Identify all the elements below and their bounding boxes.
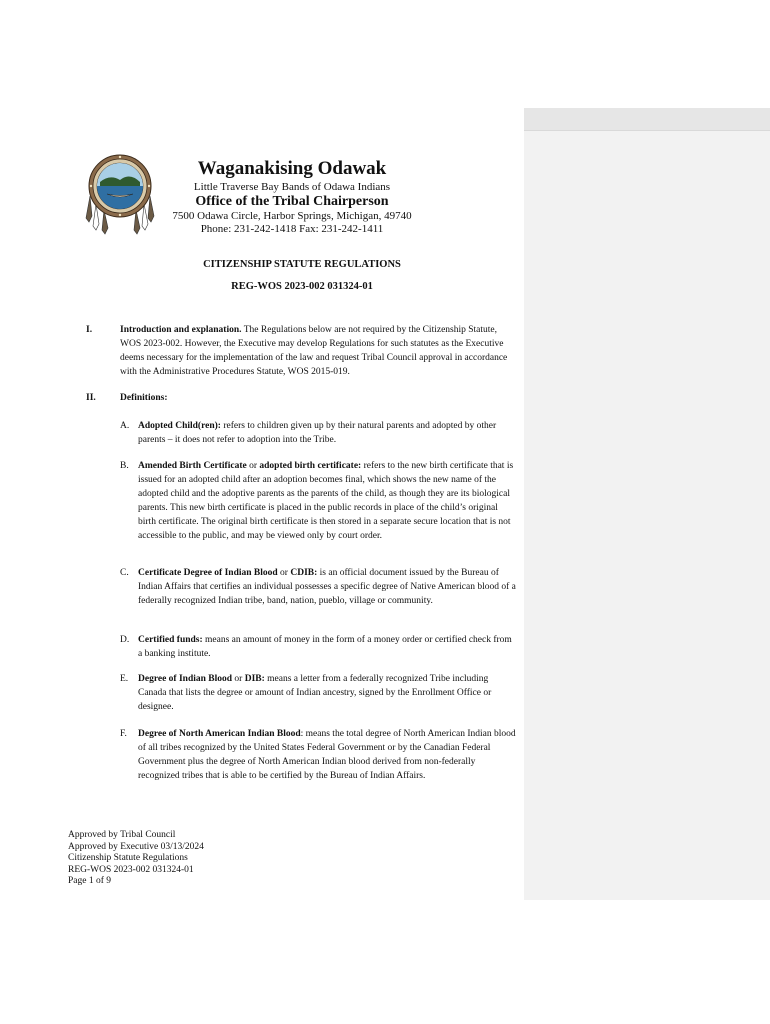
office-name: Office of the Tribal Chairperson [195,194,389,209]
definition-connector: or [234,674,243,684]
document-title: CITIZENSHIP STATUTE REGULATIONS [203,259,401,270]
organization-title: Waganakising Odawak [197,158,387,179]
definition-item [138,566,518,608]
definition-connector: or [280,568,288,578]
section-heading: Introduction and explanation. [120,325,242,335]
organization-subtitle: Little Traverse Bay Bands of Odawa Indians [193,181,391,193]
comment-pane-header [524,108,770,131]
footer-approval-executive: Approved by Executive 03/13/2024 [68,841,204,852]
definition-item [138,633,518,661]
definition-term: Degree of North American Indian Blood [138,729,301,739]
definition-body: : means the total degree of North American Indian blood of all tribes recognized by the United States Federal Government or by the Canadian Federal Government plus the degree of North American Indian blood derived from non-federally recognized tribes that is able to be certified by the Bureau of Indian Affairs. [138,729,516,781]
definition-item [138,419,518,447]
definition-term-alt: DIB: [244,674,265,684]
definition-term: Amended Birth Certificate [138,461,247,471]
footer-document-reference: REG-WOS 2023-002 031324-01 [68,864,194,875]
definition-body: is an official document issued by the Bureau of Indian Affairs that certifies an individual possesses a specific degree of Native American blood of a federally recognized Indian tribe, band, nation, pueblo, village or community. [138,568,516,606]
definition-term: Degree of Indian Blood [138,674,233,684]
footer-document-name: Citizenship Statute Regulations [68,853,188,863]
definition-letter: F. [120,729,127,739]
definition-term: Certificate Degree of Indian Blood [138,568,278,578]
section-body: The Regulations below are not required by the Citizenship Statute, WOS 2023-002. However, the Executive may develop Regulations for such statutes as the Executive deems necessary for the implementation of the law and request Tribal Council approval in accordance with the Administrative Procedures Statute, WOS 2015-019. [120,325,508,377]
document-reference: REG-WOS 2023-002 031324-01 [231,281,373,292]
section-number: II. [86,393,96,403]
office-address: 7500 Odawa Circle, Harbor Springs, Michigan, 49740 [172,210,412,222]
definition-letter: D. [120,635,130,645]
definition-item [138,672,518,714]
section-introduction [120,323,518,379]
definition-term-alt: adopted birth certificate: [259,461,362,471]
definition-connector: or [249,461,257,471]
definition-body: refers to the new birth certificate that is issued for an adopted child after an adoption becomes final, which shows the new name of the adopted child and the adoptive parents as the parents of the child, as though they are its biological parents. This new birth certificate is placed in the public records in place of the child’s original birth certificate. The original birth certificate is then stored in a separate secure location that is not accessible to the public, and may be viewed only by court order. [138,461,514,541]
comment-pane [524,108,770,900]
section-heading: Definitions: [120,393,168,403]
definition-item [138,727,518,783]
definition-body: means a letter from a federally recognized Tribe including Canada that lists the degree or amount of Indian ancestry, signed by the Enrollment Office or designee. [138,674,492,712]
definition-body: refers to children given up by their natural parents and adopted by other parents – it does not refer to adoption into the Tribe. [138,421,497,445]
footer-page-number: Page 1 of 9 [68,876,112,886]
definition-term-alt: CDIB: [290,568,318,578]
section-number: I. [86,325,93,335]
definition-body: means an amount of money in the form of a money order or certified check from a banking institute. [138,635,512,659]
definition-term: Certified funds: [138,635,203,645]
office-phone: Phone: 231-242-1418 Fax: 231-242-1411 [200,223,384,235]
definition-item [138,459,518,543]
tribal-seal-logo [80,152,160,236]
definition-letter: B. [120,461,129,471]
definition-letter: C. [120,568,129,578]
definition-letter: E. [120,674,129,684]
definition-term: Adopted Child(ren): [138,421,221,431]
section-definitions [120,391,518,405]
footer-approval-council: Approved by Tribal Council [68,830,176,840]
definition-letter: A. [120,421,130,431]
page-footer [68,830,368,888]
